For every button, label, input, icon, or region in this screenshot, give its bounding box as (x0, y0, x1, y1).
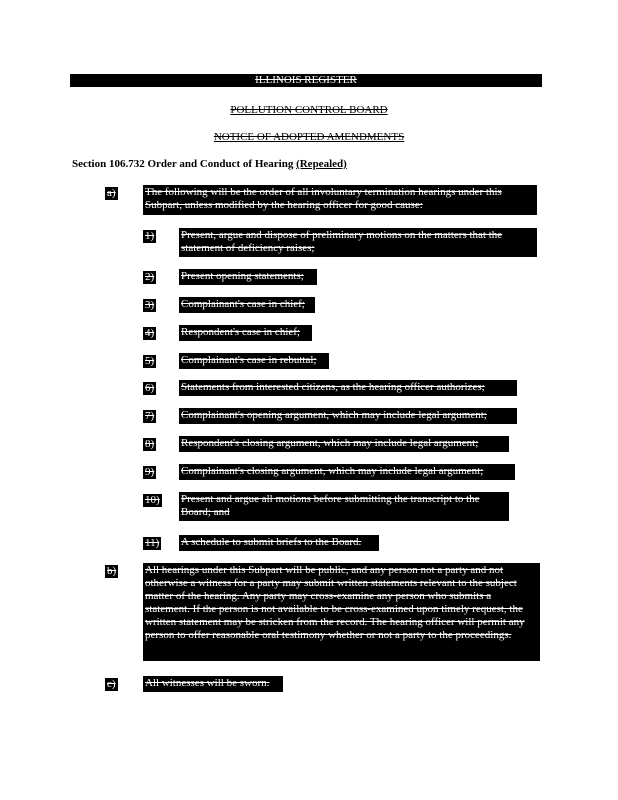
item-11-text: A schedule to submit briefs to the Board. (179, 535, 379, 551)
item-7-label: 7) (145, 410, 155, 422)
board-title (0, 104, 618, 116)
item-b-label: b) (107, 565, 117, 577)
board-title-text: POLLUTION CONTROL BOARD (230, 104, 388, 116)
item-8-text: Respondent's closing argument, which may include legal argument; (179, 436, 509, 452)
item-11-label: 11) (145, 537, 160, 549)
item-2-text: Present opening statements; (179, 269, 317, 285)
item-1-label: 1) (145, 230, 155, 242)
item-4-text: Respondent's case in chief; (179, 325, 312, 341)
register-title: ILLINOIS REGISTER (255, 74, 357, 86)
item-5-label: 5) (145, 355, 155, 367)
item-10-text: Present and argue all motions before submitting the transcript to the Board; and (179, 492, 509, 521)
section-heading (72, 158, 347, 171)
item-8-label: 8) (145, 438, 155, 450)
item-2-label: 2) (145, 271, 155, 283)
item-9-label: 9) (145, 466, 155, 478)
notice-title-text: NOTICE OF ADOPTED AMENDMENTS (213, 131, 405, 143)
item-5-text: Complainant's case in rebuttal; (179, 353, 329, 369)
item-b-text: All hearings under this Subpart will be public, and any person not a party and not otherwise a witness for a party may submit written statements relevant to the subject matter of the hearing. Any party may cross-examine any person who submits a statement. If the person is not available to be cross-examined upon timely request, the written statement may be stricken from the record. The hearing officer will permit any person to offer reasonable oral testimony whether or not a party to the proceedings. (143, 563, 540, 661)
item-a-label: a) (107, 187, 116, 199)
item-3-text: Complainant's case in chief; (179, 297, 315, 313)
item-a-text: The following will be the order of all involuntary termination hearings under this Subpart, unless modified by the hearing officer for good cause: (143, 185, 537, 215)
section-number-title: Section 106.732 Order and Conduct of Hearing (72, 158, 294, 170)
item-c-text: All witnesses will be sworn. (143, 676, 283, 692)
item-9-text: Complainant's closing argument, which may include legal argument; (179, 464, 515, 480)
item-6-text: Statements from interested citizens, as the hearing officer authorizes; (179, 380, 517, 396)
section-status: (Repealed) (296, 158, 347, 170)
item-10-label: 10) (145, 494, 160, 506)
item-4-label: 4) (145, 327, 155, 339)
item-7-text: Complainant's opening argument, which may include legal argument; (179, 408, 517, 424)
item-3-label: 3) (145, 299, 155, 311)
item-1-text: Present, argue and dispose of preliminary motions on the matters that the statement of deficiency raises; (179, 228, 537, 257)
item-6-label: 6) (145, 382, 155, 394)
item-c-label: c) (107, 678, 116, 690)
notice-title (0, 131, 618, 143)
